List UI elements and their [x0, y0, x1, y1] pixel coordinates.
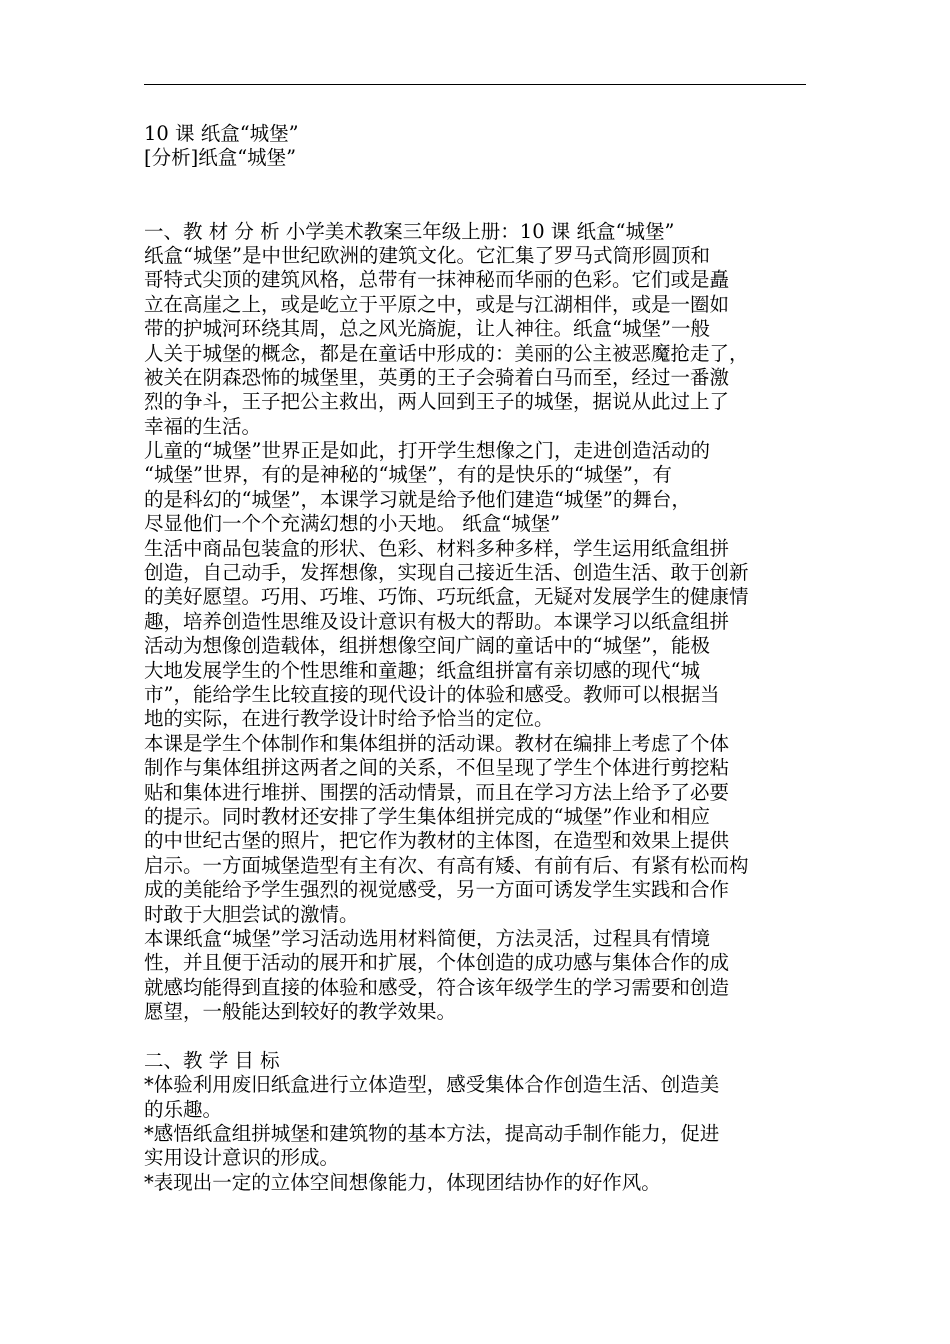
text-line: 的中世纪古堡的照片，把它作为教材的主体图，在造型和效果上提供: [144, 829, 730, 853]
text-line: 地的实际，在进行教学设计时给予恰当的定位。: [144, 707, 554, 731]
text-line: 被关在阴森恐怖的城堡里，英勇的王子会骑着白马而至，经过一番激: [144, 365, 730, 389]
text-line: 创造，自己动手，发挥想像，实现自己接近生活、创造生活、敢于创新: [144, 561, 749, 585]
text-line: *体验利用废旧纸盒进行立体造型，感受集体合作创造生活、创造美: [144, 1073, 720, 1097]
text-line: 的美好愿望。巧用、巧堆、巧饰、巧玩纸盒，无疑对发展学生的健康情: [144, 585, 749, 609]
section-heading-goals: 二、教 学 目 标: [144, 1048, 280, 1072]
text-line: 时敢于大胆尝试的激情。: [144, 902, 359, 926]
text-line: 本课纸盒“城堡”学习活动选用材料简便，方法灵活，过程具有情境: [144, 926, 710, 950]
text-line: 就感均能得到直接的体验和感受，符合该年级学生的学习需要和创造: [144, 975, 730, 999]
document-body: [144, 122, 808, 1195]
text-line: 人关于城堡的概念，都是在童话中形成的：美丽的公主被恶魔抢走了，: [144, 341, 749, 365]
text-line: 生活中商品包装盒的形状、色彩、材料多种多样，学生运用纸盒组拼: [144, 536, 730, 560]
text-line: 成的美能给予学生强烈的视觉感受，另一方面可诱发学生实践和合作: [144, 878, 730, 902]
text-line: 带的护城河环绕其周，总之风光旖旎，让人神往。纸盒“城堡”一般: [144, 317, 710, 341]
spacer: [144, 1024, 808, 1048]
text-line: 立在高崖之上，或是屹立于平原之中，或是与江湖相伴，或是一圈如: [144, 292, 730, 316]
text-line: 制作与集体组拼这两者之间的关系，不但呈现了学生个体进行剪挖粘: [144, 756, 730, 780]
text-line: 儿童的“城堡”世界正是如此，打开学生想像之门，走进创造活动的: [144, 439, 710, 463]
text-line: 实用设计意识的形成。: [144, 1146, 340, 1170]
text-line: 启示。一方面城堡造型有主有次、有高有矮、有前有后、有紧有松而构: [144, 853, 749, 877]
lesson-title: 10 课 纸盒“城堡”: [144, 122, 299, 145]
text-line: *表现出一定的立体空间想像能力，体现团结协作的好作风。: [144, 1170, 661, 1194]
text-line: 哥特式尖顶的建筑风格，总带有一抹神秘而华丽的色彩。它们或是矗: [144, 268, 730, 292]
text-line: 的乐趣。: [144, 1097, 223, 1121]
header-rule: [144, 84, 806, 85]
spacer: [144, 195, 808, 219]
spacer: [144, 171, 808, 195]
paragraph: [144, 244, 808, 439]
text-line: 大地发展学生的个性思维和童趣；纸盒组拼富有亲切感的现代“城: [144, 658, 700, 682]
paragraph: [144, 927, 808, 1025]
text-line: 趣，培养创造性思维及设计意识有极大的帮助。本课学习以纸盒组拼: [144, 609, 730, 633]
text-line: 愿望，一般能达到较好的教学效果。: [144, 1000, 457, 1024]
paragraph: [144, 732, 808, 927]
goal-item: [144, 1171, 808, 1195]
text-line: 性，并且便于活动的展开和扩展，个体创造的成功感与集体合作的成: [144, 951, 730, 975]
text-line: 烈的争斗，王子把公主救出，两人回到王子的城堡，据说从此过上了: [144, 390, 730, 414]
text-line: 贴和集体进行堆拼、围摆的活动情景，而且在学习方法上给予了必要: [144, 780, 730, 804]
text-line: 市”，能给学生比较直接的现代设计的体验和感受。教师可以根据当: [144, 682, 720, 706]
paragraph: [144, 439, 808, 537]
lesson-subtitle: [分析]纸盒“城堡”: [144, 146, 297, 170]
paragraph: [144, 537, 808, 732]
text-line: 纸盒“城堡”是中世纪欧洲的建筑文化。它汇集了罗马式筒形圆顶和: [144, 243, 710, 267]
text-line: 的是科幻的“城堡”，本课学习就是给予他们建造“城堡”的舞台，: [144, 487, 691, 511]
text-line: 幸福的生活。: [144, 414, 262, 438]
goal-item: [144, 1122, 808, 1171]
goal-item: [144, 1073, 808, 1122]
text-line: 的提示。同时教材还安排了学生集体组拼完成的“城堡”作业和相应: [144, 804, 710, 828]
text-line: “城堡”世界，有的是神秘的“城堡”，有的是快乐的“城堡”，有: [144, 463, 672, 487]
text-line: 尽显他们一个个充满幻想的小天地。 纸盒“城堡”: [144, 512, 561, 536]
text-line: *感悟纸盒组拼城堡和建筑物的基本方法，提高动手制作能力，促进: [144, 1122, 720, 1146]
section-heading-analysis: 一、教 材 分 析 小学美术教案三年级上册：10 课 纸盒“城堡”: [144, 219, 675, 243]
text-line: 活动为想像创造载体，组拼想像空间广阔的童话中的“城堡”，能极: [144, 634, 710, 658]
text-line: 本课是学生个体制作和集体组拼的活动课。教材在编排上考虑了个体: [144, 731, 730, 755]
